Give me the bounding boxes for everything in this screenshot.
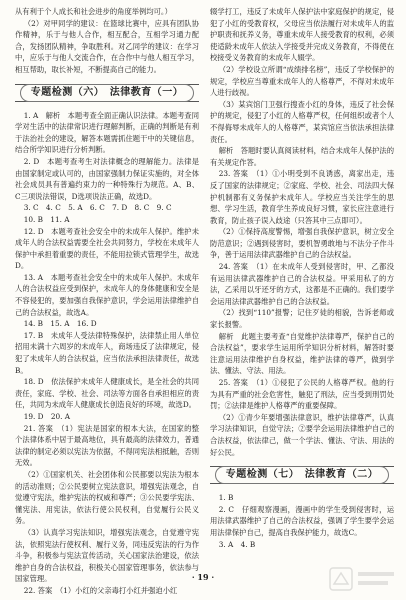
watermark-logo-icon [328, 564, 398, 594]
section-title: 专题检测（六） 法律教育（一） [20, 84, 195, 102]
answer-paragraph: （2）①国家机关、社会团体和公民都要以宪法为根本的活动准则；②公民要树立宪法意识，增强宪法观念，自觉遵守宪法，维护宪法的权威和尊严；③公民要学宪法、懂宪法、用宪法，依法行使公民权利，自觉履行公民义务。 [15, 469, 199, 526]
answer-paragraph: 23. 答案 （1）①小明受到不良诱惑，离家出走，违反了国家的法律规定；②家庭、学校、社会、司法四大保护机制都有义务保护未成年人。学校应当关注学生的思想、学习生活，教育学生养成良好习惯，家长应注意进行教育，防止孩子误入歧途（只答其中三点即可）。 [210, 169, 394, 225]
answer-paragraph: 13. A 本题考查社会安全中的未成年人保护。未成年人的合法权益应受到保护，未成年人的身体健康和安全是不容侵犯的，要加强自我保护意识，学会运用法律维护自己的合法权益，故选A。 [15, 272, 199, 317]
answer-paragraph: 17. B 未成年人受法律特殊保护，法律禁止用人单位招用未满十六周岁的未成年人，商场违反了法律规定，侵犯了未成年人的合法权益，应当依法承担法律责任，故选B。 [15, 330, 199, 375]
answer-paragraph: （2）①青少年要增强法律意识，维护法律尊严，认真学习法律知识，自觉守法；②要学会运用法律维护自己的合法权益，依法律己，做一个学法、懂法、守法、用法的好公民。 [210, 412, 394, 457]
answer-paragraph: （2）①保持高度警惕，增强自我保护意识，树立安全防范意识；②遇到侵害时，要机智勇敢地与不法分子作斗争，善于运用法律武器维护自己的合法权益。 [210, 227, 394, 260]
answer-paragraph: （3）认真学习宪法知识，增强宪法观念，自觉遵守宪法，依照宪法行使权利、履行义务，同违反宪法的行为作斗争，积极参与宪法宣传活动，关心国家法治建设，依法维护自身的合法权益，积极关心国家管理事务，依法参与国家管理。 [15, 527, 199, 584]
answer-paragraph: 1. B [218, 493, 234, 503]
text-paragraph: （2）对甲同学的建议：在篮球比赛中，应具有团队协作精神，乐于与他人合作，相互配合，互相学习通力配合，发扬团队精神，争取胜利。对乙同学的建议：在学习中，应乐于与他人交流合作，在合作中与他人相互学习，相互帮助，取长补短，不断提高自己的能力。 [15, 18, 199, 74]
answer-paragraph: 24. 答案 （1）在未成年人受到侵害时，甲、乙都没有运用法律武器维护自己的合法权益。甲采用私了的方法，乙采用以牙还牙的方式，这都是不正确的。我们要学会运用法律武器维护自己的合法权益。 [210, 262, 394, 306]
answer-paragraph: 18. D 依法保护未成年人健康成长，是全社会的共同责任，家庭、学校、社会、司法等方面各自承担相应的责任，共同为未成年人健康成长创造良好的环境，故选D。 [15, 377, 199, 410]
analysis-paragraph: 解析 此题主要考查“自觉维护法律尊严，保护自己的合法权益”，要求学生运用所学知识分析材料，解答时要注意运用法律维护自身权益，维护法律的尊严，做到学法、懂法、守法、用法。 [210, 331, 394, 376]
text-paragraph: 辍学打工，违反了未成年人保护法中家庭保护的规定，侵犯了小红的受教育权，父母应当依法履行对未成年人的监护职责和抚养义务，尊重未成年人接受教育的权利，必须使适龄未成年人依法入学接受并完成义务教育，不得使在校接受义务教育的未成年人辍学。 [210, 7, 394, 63]
answer-paragraph: 1. A 解析 本题考查全面正确认识法律。本题考查同学对生活中的法律常识进行理解判断，正确的判断是有利于法治社会的建设，解答本题需抓住题干中的关键信息，结合所学知识进行分析判断。 [15, 110, 199, 155]
section-heading [210, 464, 394, 486]
left-column [15, 6, 199, 597]
answer-paragraph: （2）找到“110”报警；记住歹徒的相貌，告诉老师或家长报警。 [210, 308, 394, 330]
answer-paragraph: 3. C 4. C 5. A 6. C 7. D 8. C 9. C [23, 203, 172, 213]
answer-paragraph: 2. D 本题考查考生对法律概念的理解能力。法律是由国家制定或认可的，由国家强制力保证实施的，对全体社会成员具有普遍约束力的一种特殊行为规范。A、B、C三项说法错误，D选项说法正确，故选D。 [15, 156, 199, 201]
analysis-paragraph: 解析 答题时要认真阅读材料，结合未成年人保护法的有关规定作答。 [210, 146, 394, 167]
section-heading [15, 82, 199, 104]
text-paragraph: （3）某宾馆门卫强行搜查小红的身体，违反了社会保护的规定，侵犯了小红的人格尊严权，任何组织或者个人不得侮辱未成年人的人格尊严，某宾馆应当依法承担法律责任。 [210, 99, 394, 144]
answer-paragraph: 19. D 20. A [23, 412, 71, 421]
text-paragraph: （2）学校设立所谓“成绩排名榜”，违反了学校保护的规定，学校应当尊重未成年人的人格尊严，不得对未成年人进行歧视。 [210, 64, 394, 98]
answer-paragraph: 12. D 本题考查社会安全中的未成年人保护。维护未成年人的合法权益需要全社会共同努力，学校在未成年人保护中承担着重要的责任，不能用拉锁式管理学生，故选D。 [15, 226, 199, 271]
section-title: 专题检测（七） 法律教育（二） [215, 466, 390, 484]
answer-paragraph: 25. 答案 （1）①侵犯了公民的人格尊严权。他的行为具有严重的社会危害性，触犯了刑法，应当受到刑罚处罚；②法律是维护人格尊严的重要保障。 [210, 378, 394, 411]
answer-paragraph: 2. C 仔细观察漫画，漫画中的学生受到侵害时，运用法律武器维护了自己的合法权益，强调了学生要学会运用法律保护自己，提高自我保护能力，故选C。 [210, 504, 394, 537]
answer-paragraph: 3. A 4. B [218, 539, 256, 549]
answer-paragraph: 10. B 11. A [23, 214, 70, 224]
answer-paragraph: 21. 答案 （1）宪法是国家的根本大法，在国家的整个法律体系中居于最高地位，具有最高的法律效力，普通法律的制定必须以宪法为依据，不得同宪法相抵触，否则无效。 [15, 423, 199, 468]
page-number: · 19 · [191, 572, 215, 582]
right-column [210, 6, 394, 550]
text-line: 从有利于个人成长和社会进步的角度举例均可。） [15, 7, 172, 16]
answer-paragraph: 14. B 15. A 16. D [23, 319, 97, 329]
answer-paragraph: 22. 答案 （1）小红的父亲毒打小红并强迫小红 [23, 585, 178, 595]
